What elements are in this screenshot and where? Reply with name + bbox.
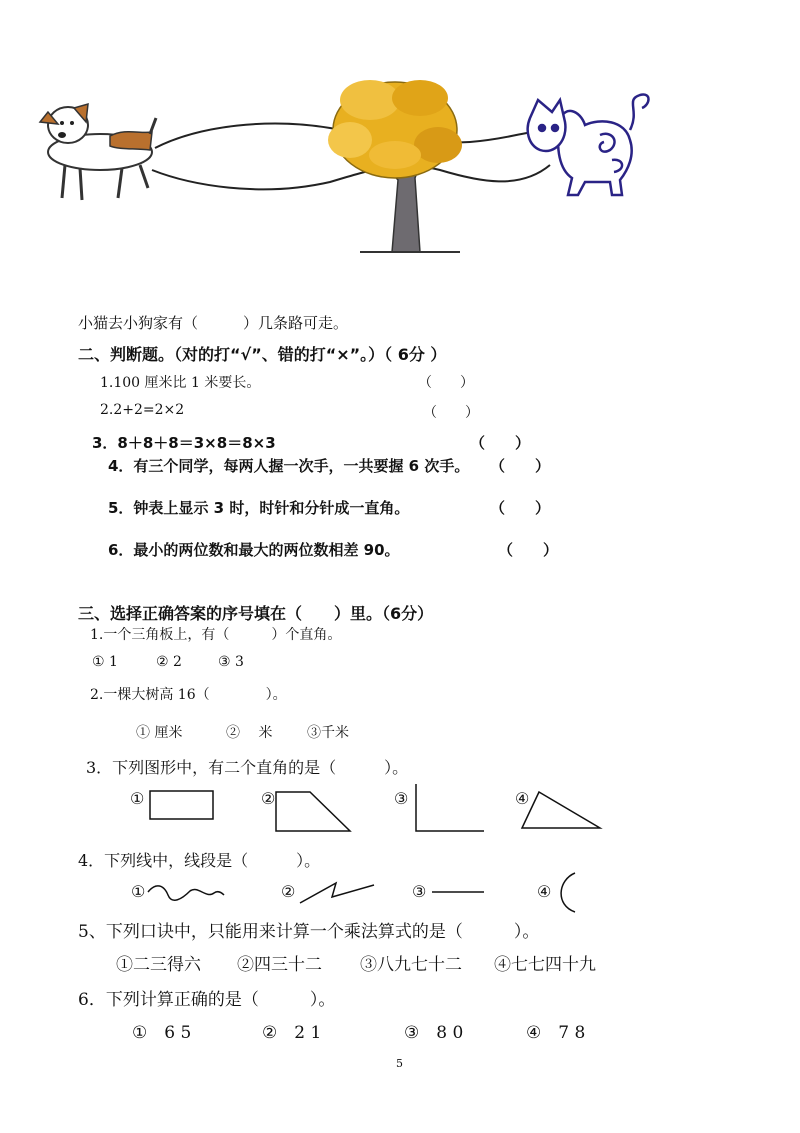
s3-q3-label-4[interactable]: ④ [515,789,530,808]
s2-item-3-blank[interactable]: （ ） [470,434,531,452]
s3-q3-label-2[interactable]: ② [261,789,276,808]
s3-q4: 4．下列线中，线段是（ ）。 [78,851,321,870]
s3-q2-option-1[interactable]: ① 厘米 [136,725,183,741]
s3-q6-option-2[interactable]: ② 2 1 [262,1023,322,1043]
s2-item-6-blank[interactable]: （ ） [498,541,559,559]
s3-q3: 3．下列图形中，有二个直角的是（ ）。 [86,758,409,777]
intro-question: 小猫去小狗家有（ ）几条路可走。 [78,314,349,332]
q3-shapes [0,780,800,840]
line-zigzag [300,883,374,903]
s2-item-1: 1.100 厘米比 1 米要长。 [100,375,261,391]
path-bottom [152,165,550,189]
s2-item-5-blank[interactable]: （ ） [490,499,551,517]
s3-q4-label-2[interactable]: ② [281,882,296,901]
s3-q3-label-1[interactable]: ① [130,789,145,808]
s3-q6: 6．下列计算正确的是（ ）。 [78,990,336,1010]
section2-title: 二、判断题。（对的打“√”、错的打“×”。）（ 6分 ） [78,345,447,364]
s3-q1: 1.一个三角板上，有（ ）个直角。 [90,627,342,643]
q4-lines [0,865,800,925]
s2-item-4-blank[interactable]: （ ） [490,457,551,475]
s2-item-5: 5．钟表上显示 3 时，时针和分针成一直角。 [108,499,410,517]
shape-right-angle [416,784,484,831]
line-curve [148,886,224,900]
s3-q4-label-3[interactable]: ③ [412,882,427,901]
s2-item-2-blank[interactable]: （ ） [423,405,479,421]
s3-q6-option-3[interactable]: ③ 8 0 [404,1023,464,1043]
s3-q6-option-1[interactable]: ① 6 5 [132,1023,192,1043]
s3-q4-label-1[interactable]: ① [131,882,146,901]
s2-item-3: 3．8＋8＋8＝3×8＝8×3 [92,434,276,452]
s2-item-1-blank[interactable]: （ ） [418,375,474,391]
cat-figure [528,95,649,195]
page-number: 5 [396,1057,403,1070]
shape-rectangle [150,791,213,819]
s3-q5-option-4[interactable]: ④七七四十九 [494,955,596,975]
s2-item-2: 2.2+2=2×2 [100,402,185,418]
shape-triangle [522,792,600,828]
tree-figure [328,80,462,252]
s2-item-6: 6．最小的两位数和最大的两位数相差 90。 [108,541,400,559]
s3-q2-option-2[interactable]: ② 米 [226,725,273,741]
s3-q1-option-1[interactable]: ① 1 [92,654,118,670]
s3-q2-option-3[interactable]: ③千米 [307,725,349,741]
illustration [0,0,800,270]
s3-q3-label-3[interactable]: ③ [394,789,409,808]
s3-q5-option-3[interactable]: ③八九七十二 [360,955,462,975]
line-arc [561,873,575,912]
s3-q5-option-2[interactable]: ②四三十二 [237,955,322,975]
dog-figure [40,104,156,200]
s3-q5: 5、下列口诀中，只能用来计算一个乘法算式的是（ ）。 [78,922,540,942]
s3-q2: 2.一棵大树高 16（ ）。 [90,687,287,703]
s3-q6-option-4[interactable]: ④ 7 8 [526,1023,586,1043]
s3-q1-option-3[interactable]: ③ 3 [218,654,244,670]
s3-q5-option-1[interactable]: ①二三得六 [116,955,201,975]
shape-trapezoid [276,792,350,831]
s2-item-4: 4．有三个同学，每两人握一次手，一共要握 6 次手。 [108,457,470,475]
s3-q4-label-4[interactable]: ④ [537,882,552,901]
s3-q1-option-2[interactable]: ② 2 [156,654,182,670]
section3-title: 三、选择正确答案的序号填在（ ）里。（6分） [78,604,434,623]
